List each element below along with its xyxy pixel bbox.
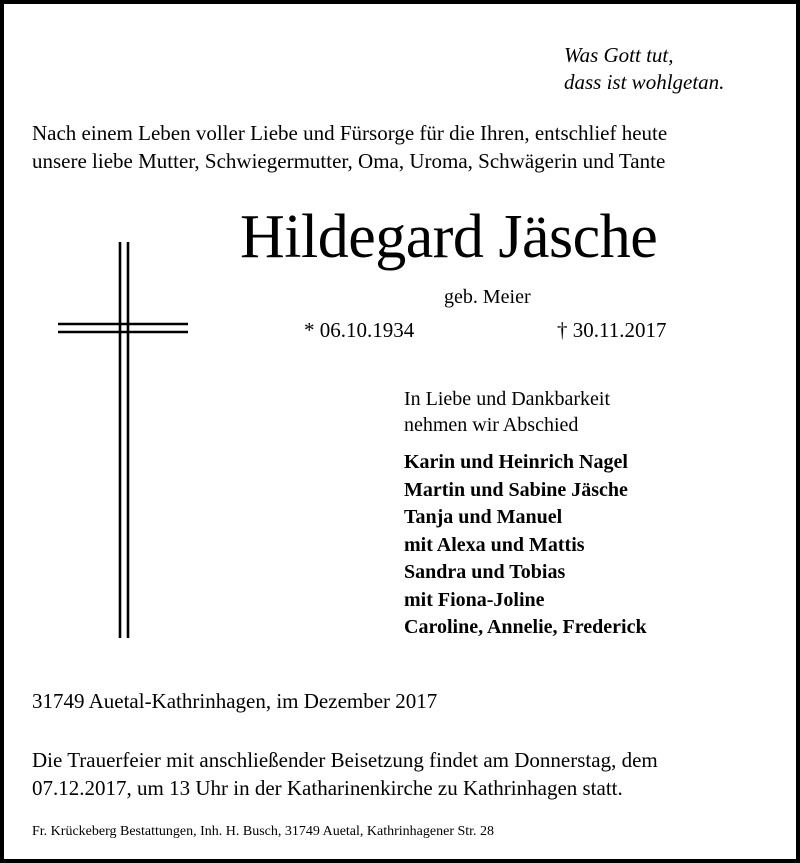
death-date: † 30.11.2017 [557,318,667,342]
mourner-entry: Tanja und Manuel [404,506,563,528]
maiden-name: geb. Meier [444,286,531,308]
mourner-entry: mit Alexa und Mattis [404,533,585,556]
place-date: 31749 Auetal-Kathrinhagen, im Dezember 2017 [32,689,438,713]
mourner-entry: Martin und Sabine Jäsche [404,478,628,501]
mourners-list [404,449,647,642]
motto-quote [564,42,776,96]
motto-line-1: Was Gott tut, [564,43,674,67]
mourner-entry: Caroline, Annelie, Frederick [404,616,647,638]
service-line-1: Die Trauerfeier mit anschließender Beisetzung findet am Donnerstag, dem [32,748,658,772]
cross-icon [54,236,192,642]
farewell-text [404,386,610,438]
farewell-line-2: nehmen wir Abschied [404,414,579,436]
intro-text [32,119,782,175]
intro-line-2: unsere liebe Mutter, Schwiegermutter, Oma, Uroma, Schwägerin und Tante [32,149,666,173]
funeral-home-footer: Fr. Krückeberg Bestattungen, Inh. H. Busch, 31749 Auetal, Kathrinhagener Str. 28 [32,824,495,839]
deceased-name: Hildegard Jäsche [240,203,658,271]
service-info [32,746,782,802]
mourner-entry: mit Fiona-Joline [404,588,545,611]
service-line-2: 07.12.2017, um 13 Uhr in der Katharinenkirche zu Kathrinhagen statt. [32,776,623,800]
birth-date: * 06.10.1934 [304,318,415,342]
mourner-entry: Sandra und Tobias [404,561,566,583]
farewell-line-1: In Liebe und Dankbarkeit [404,388,611,410]
motto-line-2: dass ist wohlgetan. [564,70,725,94]
intro-line-1: Nach einem Leben voller Liebe und Fürsorge für die Ihren, entschlief heute [32,121,668,145]
mourner-entry: Karin und Heinrich Nagel [404,451,628,473]
